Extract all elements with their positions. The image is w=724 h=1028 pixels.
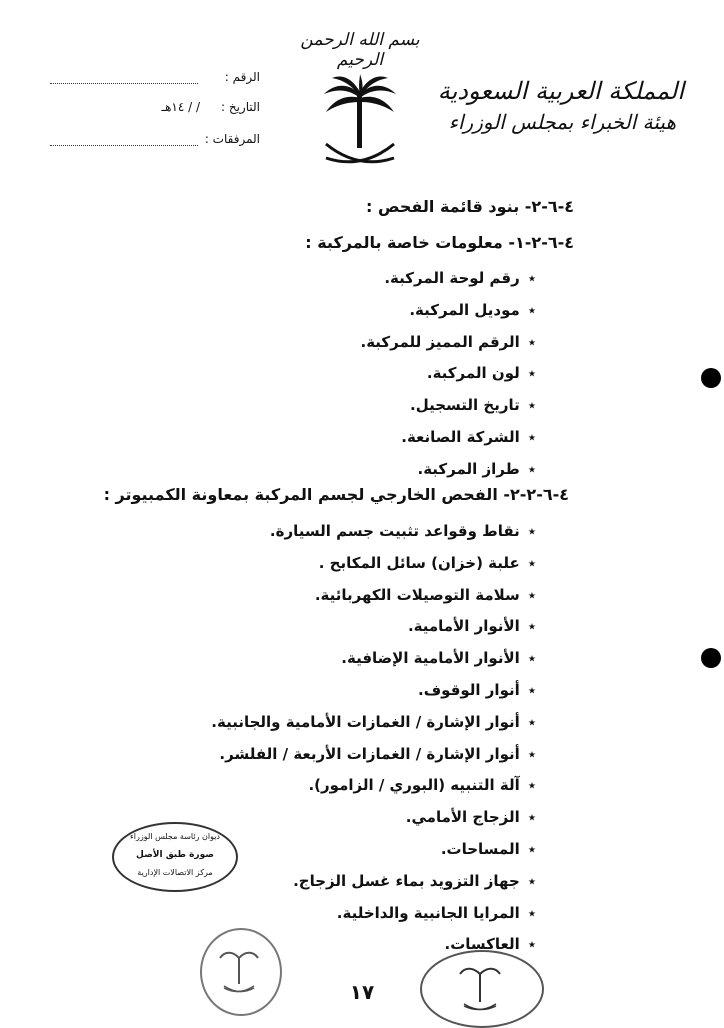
bullet-icon: ٭ [527,712,537,731]
list-item: ٭ لون المركبة. [59,358,539,390]
section-heading: ٤-٦-٢- بنود قائمة الفحص : [366,197,574,216]
bullet-icon: ٭ [527,839,537,858]
list-item: ٭ موديل المركبة. [59,295,539,327]
bullet-icon: ٭ [527,459,537,478]
date-label: التاريخ : [220,100,260,114]
subsection-heading-exterior-inspection: ٤-٦-٢-٢- الفحص الخارجي لجسم المركبة بمعاونة الكمبيوتر : [103,485,569,504]
stamp-line-3: مركز الاتصالات الإدارية [137,868,213,877]
date-value: / / ١٤هـ [161,100,200,114]
bullet-icon: ٭ [527,649,537,668]
list-item: ٭ أنوار الوقوف. [59,675,539,707]
list-item: ٭ الزجاج الأمامي. [59,802,539,834]
committee-title: هيئة الخبراء بمجلس الوزراء [448,110,676,134]
list-item: ٭ أنوار الإشارة / الغمازات الأربعة / الفلشر. [59,739,539,771]
exterior-inspection-list [59,516,539,961]
punch-hole [701,368,721,388]
list-item: ٭ جهاز التزويد بماء غسل الزجاج. [59,866,539,898]
list-item: ٭ آلة التنبيه (البوري / الزامور). [59,770,539,802]
certified-copy-stamp [112,822,238,892]
list-item: ٭ رقم لوحة المركبة. [59,263,539,295]
list-item: ٭ طراز المركبة. [59,454,539,486]
basmala: بسم الله الرحمن الرحيم [300,30,420,70]
list-item: ٭ نقاط وقواعد تثبيت جسم السيارة. [59,516,539,548]
list-item: ٭ المساحات. [59,834,539,866]
bullet-icon: ٭ [527,903,537,922]
number-label: الرقم : [224,70,260,84]
attachments-row [50,132,260,152]
bullet-icon: ٭ [527,871,537,890]
bullet-icon: ٭ [527,617,537,636]
date-row [50,100,260,120]
bullet-icon: ٭ [527,935,537,954]
bullet-icon: ٭ [527,332,537,351]
subsection-heading-vehicle-info: ٤-٦-٢-١- معلومات خاصة بالمركبة : [305,233,574,252]
list-item: ٭ سلامة التوصيلات الكهربائية. [59,580,539,612]
stamp-line-2: صورة طبق الأصل [136,850,214,860]
punch-hole [701,648,721,668]
palm-swords-emblem-icon [318,74,402,178]
bullet-icon: ٭ [527,776,537,795]
bullet-icon: ٭ [527,396,537,415]
bullet-icon: ٭ [527,364,537,383]
list-item: ٭ تاريخ التسجيل. [59,390,539,422]
attachments-line [50,145,198,146]
bullet-icon: ٭ [527,585,537,604]
bullet-icon: ٭ [527,744,537,763]
kingdom-title: المملكة العربية السعودية [437,77,684,105]
official-seal-icon [200,928,282,1016]
bullet-icon: ٭ [527,427,537,446]
list-item: ٭ علبة (خزان) سائل المكابح . [59,548,539,580]
vehicle-info-list [59,263,539,486]
bullet-icon: ٭ [527,269,537,287]
stamp-line-1: ديوان رئاسة مجلس الوزراء [130,832,220,841]
list-item: ٭ أنوار الإشارة / الغمازات الأمامية والجانبية. [59,707,539,739]
bullet-icon: ٭ [527,680,537,699]
kingdom-seal-icon [420,950,544,1028]
bullet-icon: ٭ [527,808,537,827]
page-number: ١٧ [349,980,375,1004]
list-item: ٭ المرايا الجانبية والداخلية. [59,898,539,930]
list-item: ٭ الأنوار الأمامية الإضافية. [59,643,539,675]
list-item: ٭ الرقم المميز للمركبة. [59,327,539,359]
bullet-icon: ٭ [527,553,537,572]
list-item: ٭ الشركة الصانعة. [59,422,539,454]
list-item: ٭ العاكسات. [59,929,539,961]
bullet-icon: ٭ [527,522,537,540]
list-item: ٭ الأنوار الأمامية. [59,611,539,643]
number-line [50,83,198,84]
number-row [50,70,260,90]
bullet-icon: ٭ [527,300,537,319]
attachments-label: المرفقات : [204,132,260,146]
